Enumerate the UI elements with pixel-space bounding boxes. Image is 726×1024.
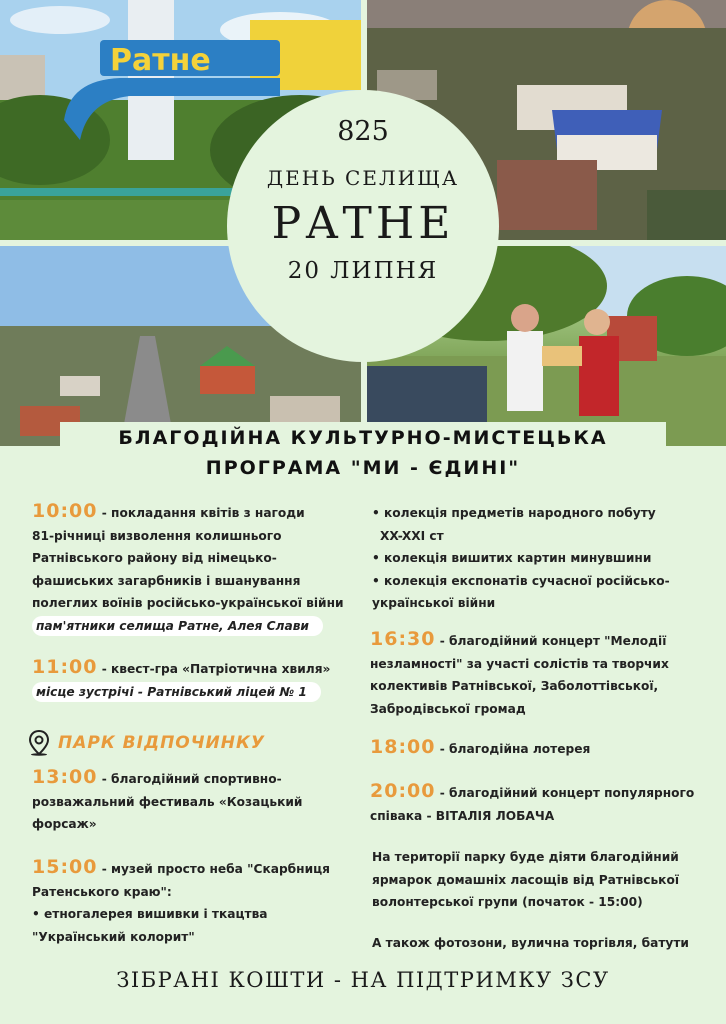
event-time: 10:00: [32, 500, 98, 522]
event-text: - благодійний спортивно-: [97, 772, 282, 786]
event-1000: [32, 500, 362, 637]
event-text: - музей просто неба "Скарбниця: [97, 862, 330, 876]
event-location: місце зустрічі - Ратнівський ліцей № 1: [32, 682, 321, 702]
collection-item: української війни: [372, 596, 496, 610]
event-text: - благодійний концерт "Мелодії: [435, 634, 667, 648]
event-text: 81-річниці визволення колишнього: [32, 528, 282, 543]
event-time: 16:30: [370, 628, 436, 650]
event-time: 20:00: [370, 780, 436, 802]
event-text: незламності" за участі солістів та творчих: [370, 656, 669, 671]
park-section-header: [28, 728, 265, 758]
program-title-line1: БЛАГОДІЙНА КУЛЬТУРНО-МИСТЕЦЬКА: [60, 422, 666, 454]
event-text: - благодійний концерт популярного: [435, 786, 695, 800]
event-time: 18:00: [370, 736, 436, 758]
event-1500: [32, 856, 362, 948]
event-text: Ратнівського району від німецько-: [32, 551, 277, 565]
collection-item: XX-XXI ст: [380, 528, 444, 543]
event-1800: [370, 736, 715, 761]
town-sign-text: Ратне: [110, 43, 211, 78]
note-text: А також фотозони, вулична торгівля, батути: [372, 936, 689, 950]
event-date: 20 ЛИПНЯ: [287, 258, 439, 284]
footer-slogan: ЗІБРАНІ КОШТИ - НА ПІДТРИМКУ ЗСУ: [116, 968, 610, 992]
event-text: Забродівської громад: [370, 701, 526, 716]
program-title-line2: ПРОГРАМА "МИ - ЄДИНІ": [60, 454, 666, 484]
park-title: ПАРК ВІДПОЧИНКУ: [58, 733, 265, 753]
museum-collections-list: [372, 502, 712, 615]
collection-item: • колекція вишитих картин минувшини: [372, 551, 652, 565]
event-time: 15:00: [32, 856, 98, 878]
event-text: форсаж»: [32, 817, 97, 831]
collection-item: • колекція предметів народного побуту: [372, 506, 656, 520]
note-text: На території парку буде діяти благодійний: [372, 850, 679, 864]
event-day-label: ДЕНЬ СЕЛИЩА: [266, 166, 460, 190]
event-time: 11:00: [32, 656, 98, 678]
town-name: РАТНЕ: [271, 198, 455, 249]
location-pin-icon: [28, 730, 50, 756]
event-1100: [32, 656, 362, 703]
event-text: • етногалерея вишивки і ткацтва: [32, 907, 268, 921]
event-time: 13:00: [32, 766, 98, 788]
event-text: полеглих воїнів російсько-української війни: [32, 596, 344, 610]
event-text: співака - ВІТАЛІЯ ЛОБАЧА: [370, 808, 555, 823]
event-2000: [370, 780, 715, 827]
event-text: - квест-гра «Патріотична хвиля»: [97, 662, 331, 676]
event-text: "Український колорит": [32, 929, 195, 944]
note-text: волонтерської групи (початок - 15:00): [372, 895, 643, 909]
event-text: - благодійна лотерея: [435, 742, 591, 756]
event-text: фашиських загарбників і вшанування: [32, 573, 301, 588]
event-text: Ратенського краю":: [32, 884, 172, 899]
fair-note: [372, 846, 717, 914]
extra-note: [372, 932, 717, 955]
note-text: ярмарок домашніх ласощів від Ратнівської: [372, 872, 680, 887]
event-1300: [32, 766, 362, 836]
anniversary-year: 825: [337, 116, 389, 147]
event-text: - покладання квітів з нагоди: [97, 506, 305, 520]
event-text: розважальний фестиваль «Козацький: [32, 794, 303, 809]
event-location: пам'ятники селища Ратне, Алея Слави: [32, 616, 323, 636]
event-1630: [370, 628, 715, 720]
event-text: колективів Ратнівської, Заболоттівської,: [370, 679, 659, 693]
collection-item: • колекція експонатів сучасної російсько-: [372, 573, 670, 588]
